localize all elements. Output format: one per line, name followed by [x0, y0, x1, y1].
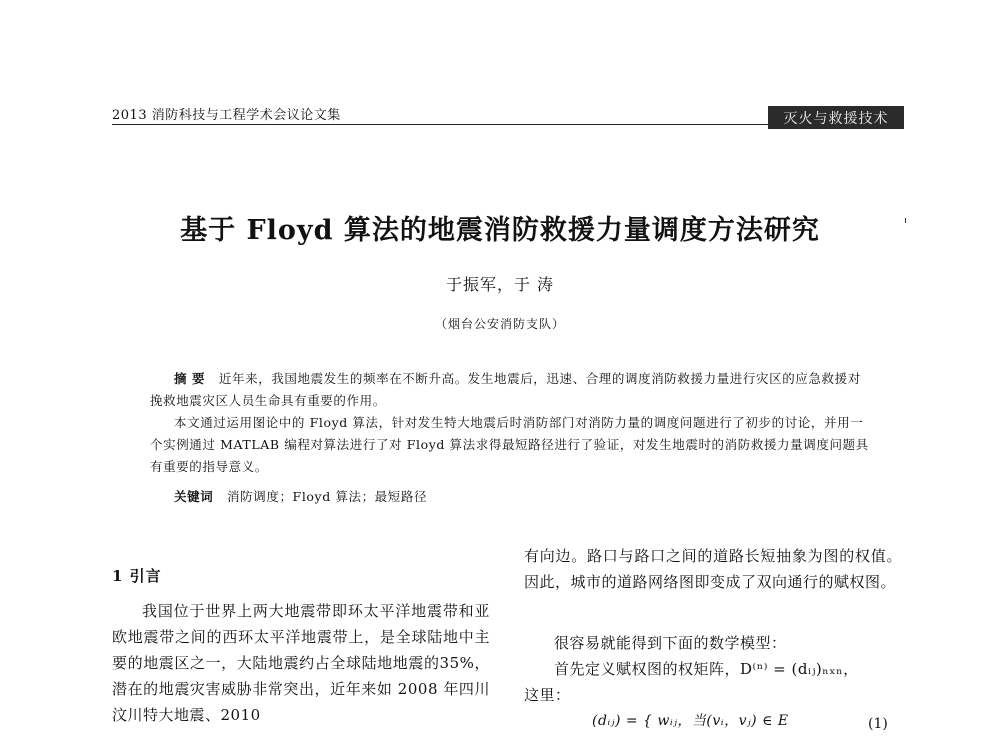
paper-authors: 于振军，于 涛	[445, 275, 555, 294]
abstract-paragraph-2: 本文通过运用图论中的 Floyd 算法，针对发生特大地震后时消防部门对消防力量的调度问题进行了初步的讨论，并用一个实例通过 MATLAB 编程对算法进行了对 Floyd 算法求得最短路径进行了验证，对发生地震时的消防救援力量调度问题具有重要的指导意义。	[150, 415, 869, 474]
abstract-text-1: 近年来，我国地震发生的频率在不断升高。发生地震后，迅速、合理的调度消防救援力量进行灾区的应急救援对挽救地震灾区人员生命具有重要的作用。	[150, 371, 861, 408]
right-column-paragraph-1: 有向边。路口与路口之间的道路长短抽象为图的权值。因此，城市的道路网络图即变成了双向通行的赋权图。	[524, 547, 902, 591]
keywords-line	[174, 487, 427, 505]
paper-affiliation: （烟台公安消防支队）	[434, 317, 565, 331]
running-head: 2013 消防科技与工程学术会议论文集	[112, 108, 341, 123]
right-column-paragraph-3: 首先定义赋权图的权矩阵，D⁽ⁿ⁾ = (dᵢⱼ)ₙₓₙ，	[554, 660, 859, 678]
right-column-paragraph-2: 很容易就能得到下面的数学模型：	[554, 634, 787, 652]
section-heading: 1 引言	[112, 567, 162, 585]
right-column-paragraph-4: 这里：	[524, 686, 571, 704]
paper-title: 基于 Floyd 算法的地震消防救援力量调度方法研究	[180, 215, 820, 246]
abstract-label: 摘 要	[174, 371, 206, 386]
keywords-label: 关键词	[174, 489, 214, 504]
left-column-paragraph: 我国位于世界上两大地震带即环太平洋地震带和亚欧地震带之间的西环太平洋地震带上，是全球陆地中主要的地震区之一，大陆地震约占全球陆地地震的35%，潜在的地震灾害威胁非常突出，近年来如 2008 年四川汶川特大地震、2010	[112, 602, 490, 724]
equation-number: (1)	[868, 716, 888, 732]
keywords-text: 消防调度；Floyd 算法；最短路径	[227, 489, 428, 504]
equation: (dᵢⱼ) = { wᵢⱼ，当(vᵢ，vⱼ) ∈ E	[592, 713, 789, 729]
section-tag: 灭火与救援技术	[768, 106, 904, 129]
abstract-paragraph-1	[150, 368, 870, 412]
